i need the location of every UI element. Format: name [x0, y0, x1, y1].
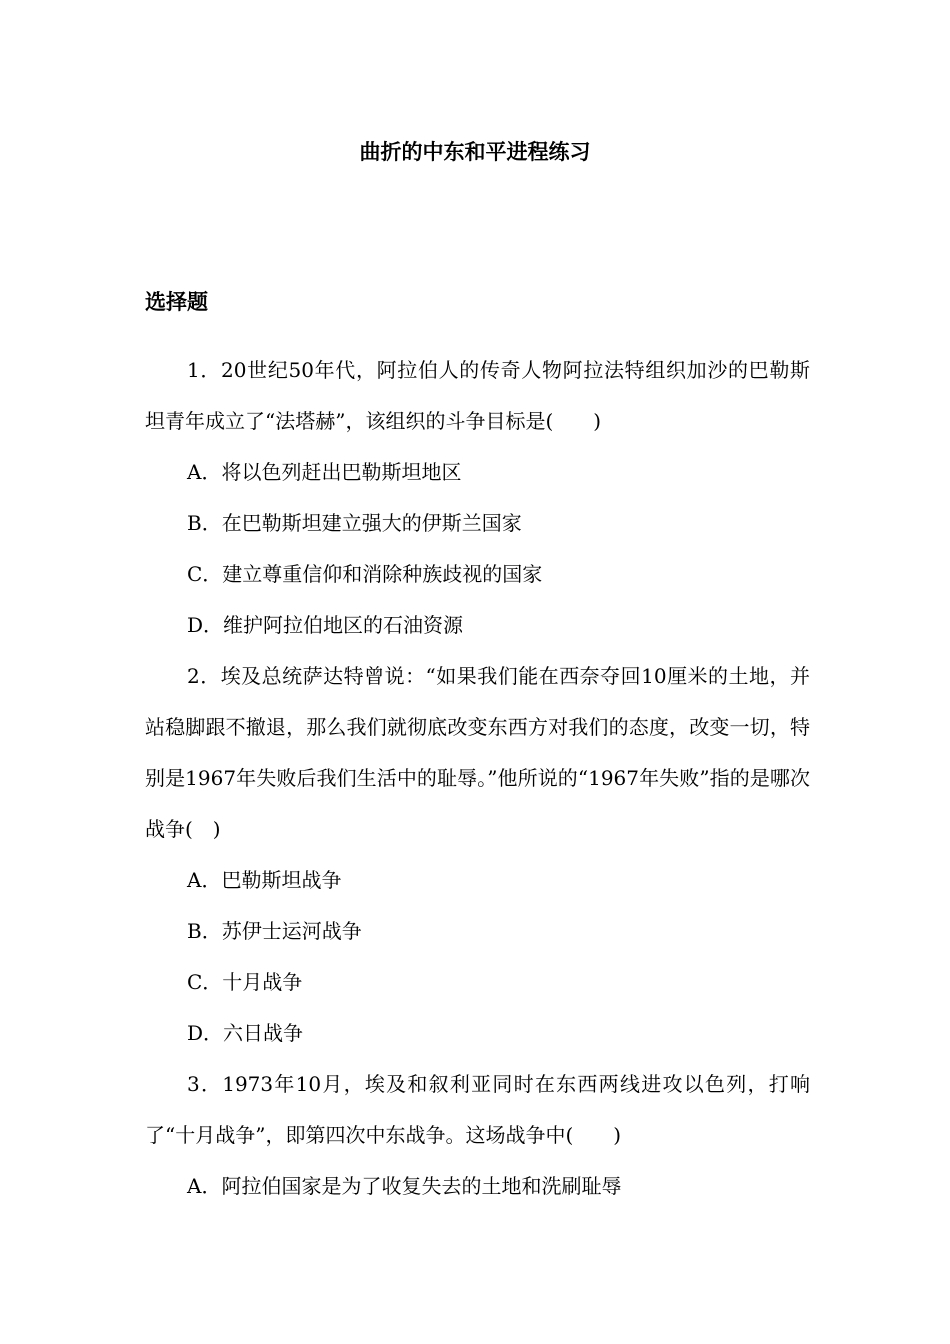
option-c: C．建立尊重信仰和消除种族歧视的国家	[187, 562, 543, 586]
question-1	[145, 345, 810, 651]
option-b: B．在巴勒斯坦建立强大的伊斯兰国家	[187, 511, 522, 535]
option-a: A．将以色列赶出巴勒斯坦地区	[187, 460, 462, 484]
section-heading: 选择题	[145, 290, 208, 314]
question-stem: 1．20世纪50年代，阿拉伯人的传奇人物阿拉法特组织加沙的巴勒斯坦青年成立了“法塔赫”，该组织的斗争目标是( )	[145, 358, 810, 433]
option-b: B．苏伊士运河战争	[187, 919, 362, 943]
option-d: D．六日战争	[187, 1021, 304, 1045]
question-2	[145, 651, 810, 1059]
question-stem: 2．埃及总统萨达特曾说：“如果我们能在西奈夺回10厘米的土地，并站稳脚跟不撤退，那么我们就彻底改变东西方对我们的态度，改变一切，特别是1967年失败后我们生活中的耻辱。”他所说的“1967年失败”指的是哪次战争( )	[145, 664, 810, 841]
option-d: D．维护阿拉伯地区的石油资源	[187, 613, 464, 637]
option-a: A．巴勒斯坦战争	[187, 868, 342, 892]
option-a: A．阿拉伯国家是为了收复失去的土地和洗刷耻辱	[187, 1174, 622, 1198]
question-3	[145, 1059, 810, 1212]
question-stem: 3．1973年10月，埃及和叙利亚同时在东西两线进攻以色列，打响了“十月战争”，即第四次中东战争。这场战争中( )	[145, 1072, 810, 1147]
question-list	[145, 345, 810, 1212]
option-c: C．十月战争	[187, 970, 303, 994]
document-title: 曲折的中东和平进程练习	[359, 140, 591, 164]
